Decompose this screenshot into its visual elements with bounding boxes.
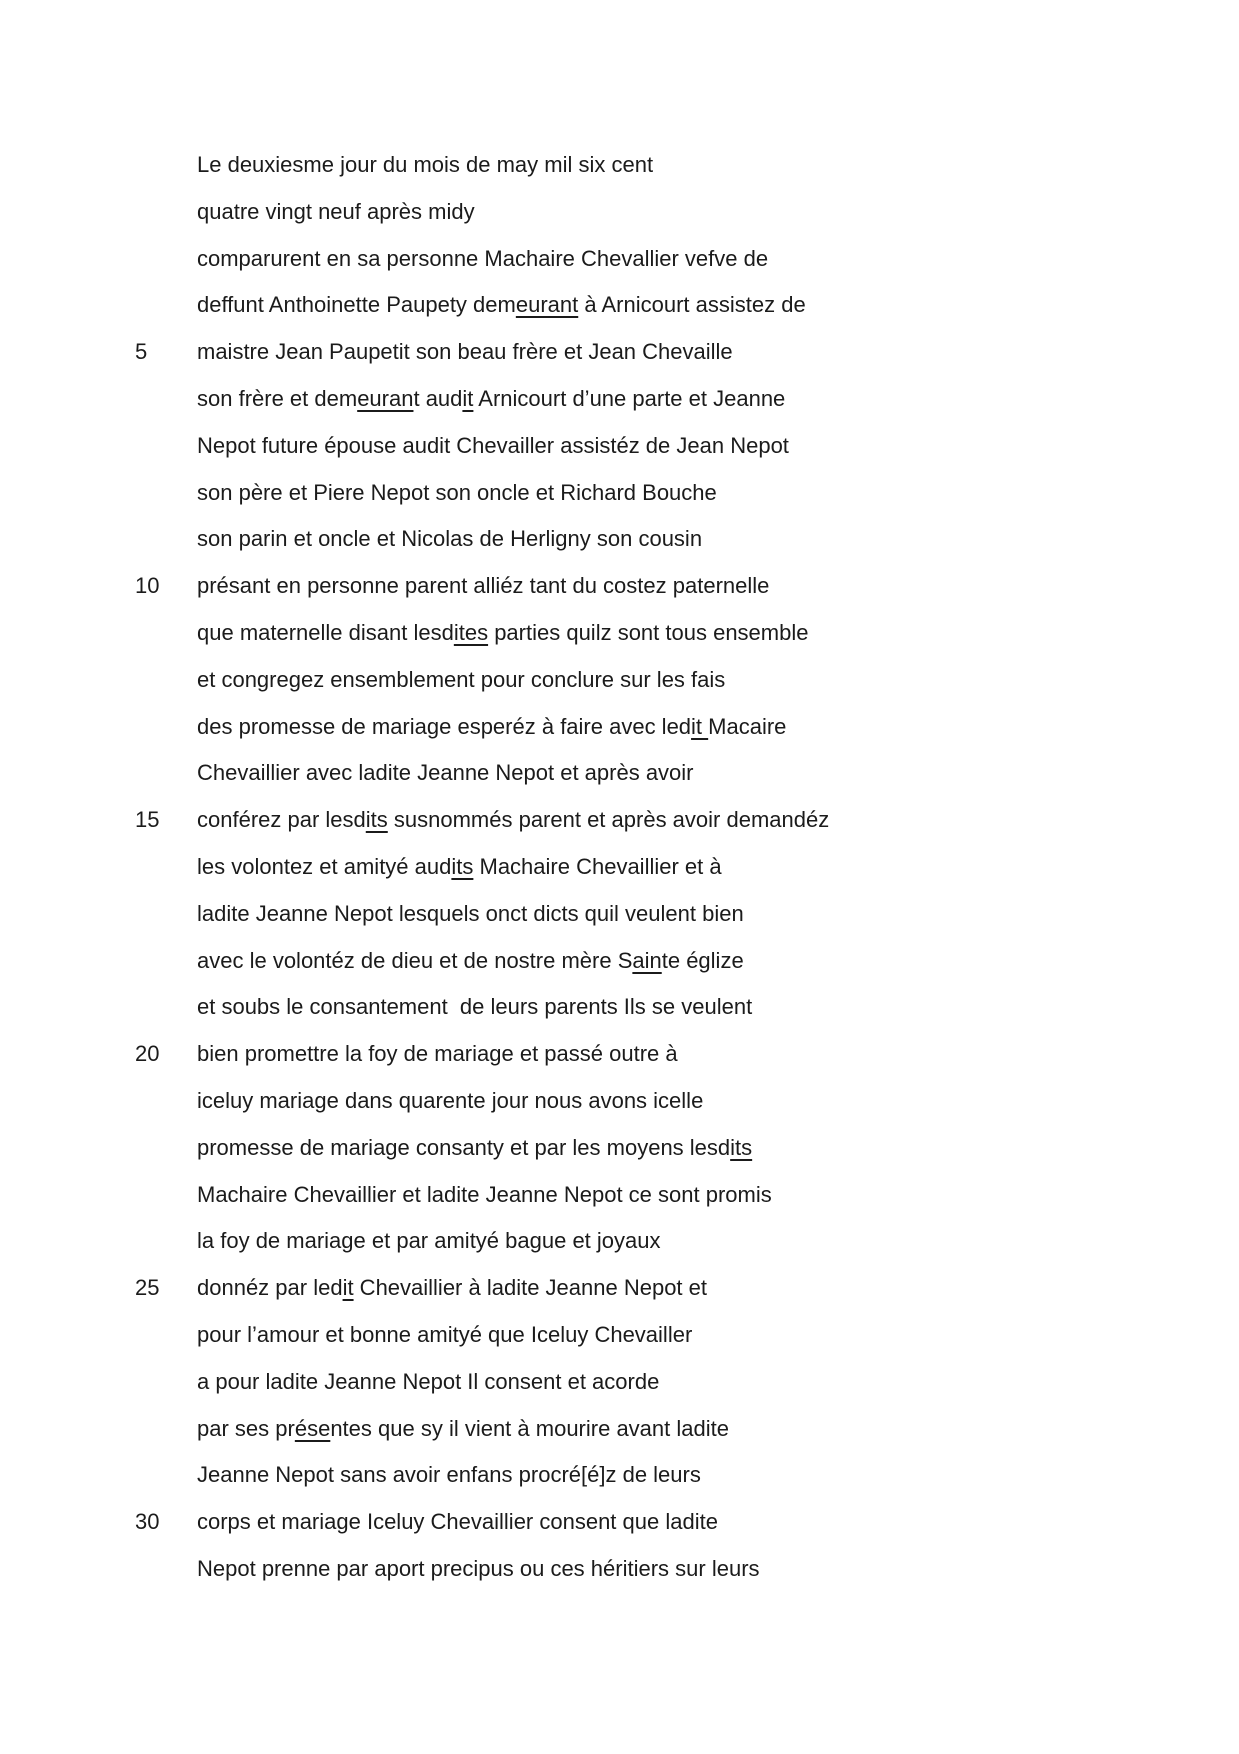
text-segment: Machaire Chevaillier et ladite Jeanne Nepot ce sont promis [197, 1181, 772, 1207]
line-number: 20 [135, 1041, 160, 1067]
line-text [197, 1406, 729, 1453]
expanded-abbreviation: ain [632, 947, 662, 973]
text-line [0, 236, 1239, 283]
text-segment: corps et mariage Iceluy Chevaillier consent que ladite [197, 1509, 718, 1535]
text-body [0, 142, 1239, 1593]
text-line [0, 797, 1239, 844]
text-segment: et soubs le consantement de leurs parents Ils se veulent [197, 994, 753, 1020]
text-line [0, 1359, 1239, 1406]
text-line [0, 1125, 1239, 1172]
text-segment: Machaire Chevaillier et à [473, 853, 722, 879]
text-segment: quatre vingt neuf après midy [197, 198, 475, 224]
line-number: 25 [135, 1275, 160, 1301]
text-segment: donnéz par led [197, 1275, 343, 1301]
text-segment: promesse de mariage consanty et par les moyens lesd [197, 1134, 731, 1160]
line-text [197, 1125, 752, 1172]
text-segment: Nepot prenne par aport precipus ou ces héritiers sur leurs [197, 1555, 760, 1581]
text-segment: des promesse de mariage esperéz à faire avec led [197, 713, 692, 739]
line-text [197, 891, 744, 938]
expanded-abbreviation: its [730, 1134, 753, 1160]
expanded-abbreviation: ites [453, 619, 489, 645]
line-text [197, 329, 733, 376]
text-segment: parties quilz sont tous ensemble [488, 619, 809, 645]
text-segment: les volontez et amityé aud [197, 853, 452, 879]
line-text [197, 189, 475, 236]
text-line [0, 750, 1239, 797]
expanded-abbreviation: it [462, 385, 474, 411]
text-segment: Jeanne Nepot sans avoir enfans procré[é]z de leurs [197, 1462, 701, 1488]
text-segment: avec le volontéz de dieu et de nostre mère S [197, 947, 633, 973]
text-segment: te églize [661, 947, 744, 973]
text-segment: présant en personne parent alliéz tant du costez paternelle [197, 573, 770, 599]
text-segment: conférez par lesd [197, 807, 366, 833]
text-line [0, 1312, 1239, 1359]
line-text [197, 797, 829, 844]
line-text [197, 563, 769, 610]
line-number: 5 [135, 339, 148, 365]
text-segment: Nepot future épouse audit Chevailler assistéz de Jean Nepot [197, 432, 789, 458]
line-text [197, 1078, 703, 1125]
text-line [0, 329, 1239, 376]
text-line [0, 142, 1239, 189]
line-text [197, 376, 785, 423]
text-segment: Macaire [708, 713, 787, 739]
text-segment: t aud [413, 385, 463, 411]
line-number: 15 [135, 807, 160, 833]
text-segment: son parin et oncle et Nicolas de Herligny son cousin [197, 526, 703, 552]
text-segment: pour l’amour et bonne amityé que Iceluy Chevailler [197, 1321, 693, 1347]
text-line [0, 516, 1239, 563]
text-line [0, 282, 1239, 329]
line-text [197, 1359, 659, 1406]
line-text [197, 282, 806, 329]
line-text [197, 704, 786, 751]
text-line [0, 1078, 1239, 1125]
text-line [0, 657, 1239, 704]
text-segment: ladite Jeanne Nepot lesquels onct dicts quil veulent bien [197, 900, 744, 926]
text-line [0, 376, 1239, 423]
line-text [197, 1265, 707, 1312]
text-line [0, 1031, 1239, 1078]
text-segment: deffunt Anthoinette Paupety dem [197, 292, 516, 318]
text-line [0, 1499, 1239, 1546]
text-segment: Arnicourt d’une parte et Jeanne [473, 385, 786, 411]
line-text [197, 657, 725, 704]
expanded-abbreviation: its [451, 853, 474, 879]
text-segment: ntes que sy il vient à mourire avant ladite [330, 1415, 729, 1441]
line-text [197, 938, 744, 985]
line-text [197, 1312, 692, 1359]
line-text [197, 423, 789, 470]
text-line [0, 1218, 1239, 1265]
text-line [0, 1172, 1239, 1219]
text-segment: et congregez ensemblement pour conclure sur les fais [197, 666, 726, 692]
line-text [197, 1172, 772, 1219]
line-text [197, 1031, 678, 1078]
text-line [0, 610, 1239, 657]
text-segment: son frère et dem [197, 385, 358, 411]
expanded-abbreviation: euran [357, 385, 414, 411]
text-line [0, 938, 1239, 985]
expanded-abbreviation: it [691, 713, 709, 739]
text-line [0, 1265, 1239, 1312]
text-line [0, 1452, 1239, 1499]
line-text [197, 984, 752, 1031]
text-line [0, 891, 1239, 938]
line-text [197, 236, 768, 283]
text-line [0, 844, 1239, 891]
line-text [197, 1546, 760, 1593]
text-segment: Le deuxiesme jour du mois de may mil six cent [197, 152, 654, 177]
text-segment: a pour ladite Jeanne Nepot Il consent et acorde [197, 1368, 660, 1394]
text-line [0, 1546, 1239, 1593]
line-text [197, 470, 717, 517]
text-segment: que maternelle disant lesd [197, 619, 454, 645]
text-line [0, 1406, 1239, 1453]
line-number: 10 [135, 573, 160, 599]
expanded-abbreviation: its [365, 807, 388, 833]
text-line [0, 704, 1239, 751]
text-segment: comparurent en sa personne Machaire Chevallier vefve de [197, 245, 769, 271]
text-segment: iceluy mariage dans quarente jour nous avons icelle [197, 1087, 704, 1113]
text-line [0, 423, 1239, 470]
text-line [0, 563, 1239, 610]
text-line [0, 470, 1239, 517]
text-segment: maistre Jean Paupetit son beau frère et Jean Chevaille [197, 339, 733, 365]
line-text [197, 142, 653, 189]
line-text [197, 516, 702, 563]
text-segment: la foy de mariage et par amityé bague et joyaux [197, 1228, 661, 1254]
line-text [197, 1452, 701, 1499]
text-line [0, 189, 1239, 236]
expanded-abbreviation: eurant [515, 292, 579, 318]
text-segment: Chevaillier à ladite Jeanne Nepot et [353, 1275, 708, 1301]
line-text [197, 1499, 718, 1546]
line-text [197, 610, 808, 657]
line-text [197, 844, 722, 891]
text-segment: Chevaillier avec ladite Jeanne Nepot et après avoir [197, 760, 694, 786]
text-segment: par ses pr [197, 1415, 295, 1441]
line-text [197, 750, 694, 797]
expanded-abbreviation: it [342, 1275, 354, 1301]
line-number: 30 [135, 1509, 160, 1535]
line-text [197, 1218, 661, 1265]
text-segment: bien promettre la foy de mariage et passé outre à [197, 1041, 678, 1067]
text-segment: susnommés parent et après avoir demandéz [387, 807, 830, 833]
text-line [0, 984, 1239, 1031]
text-segment: à Arnicourt assistez de [578, 292, 806, 318]
expanded-abbreviation: ése [294, 1415, 331, 1441]
text-segment: son père et Piere Nepot son oncle et Richard Bouche [197, 479, 717, 505]
